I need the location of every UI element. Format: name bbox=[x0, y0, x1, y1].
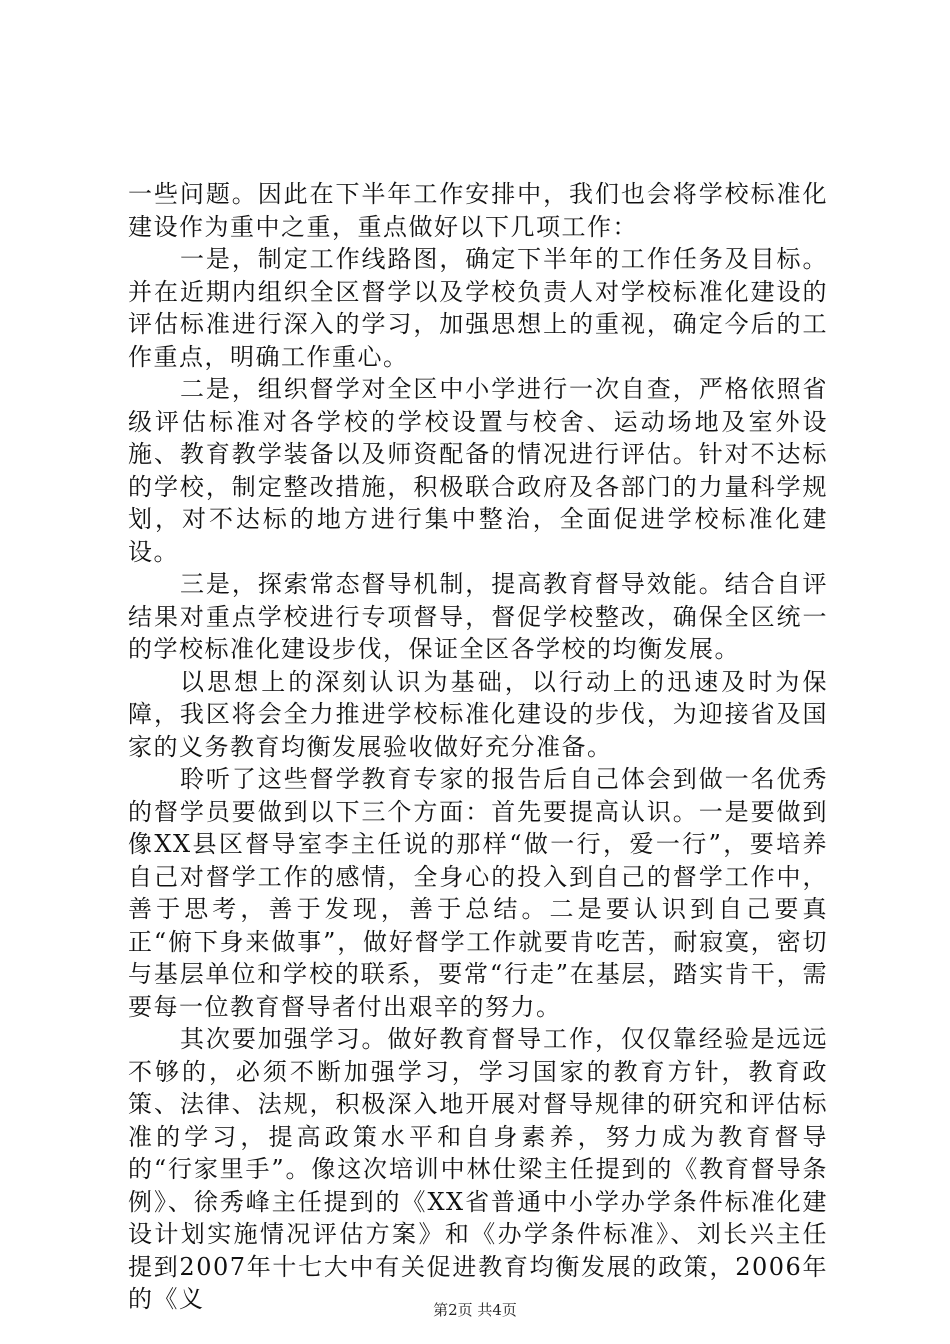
paragraph-1: 一些问题。因此在下半年工作安排中，我们也会将学校标准化建设作为重中之重，重点做好以下几项工作： bbox=[128, 180, 828, 241]
document-body bbox=[128, 178, 828, 1316]
paragraph-5: 以思想上的深刻认识为基础，以行动上的迅速及时为保障，我区将会全力推进学校标准化建设的步伐，为迎接省及国家的义务教育均衡发展验收做好充分准备。 bbox=[128, 667, 828, 761]
paragraph-6: 聆听了这些督学教育专家的报告后自己体会到做一名优秀的督学员要做到以下三个方面：首先要提高认识。一是要做到像XX县区督导室李主任说的那样“做一行，爱一行”，要培养自己对督学工作的感情，全身心的投入到自己的督学工作中，善于思考，善于发现，善于总结。二是要认识到自己要真正“俯下身来做事”，做好督学工作就要肯吃苦，耐寂寞，密切与基层单位和学校的联系，要常“行走”在基层，踏实肯干，需要每一位教育督导者付出艰辛的努力。 bbox=[128, 765, 828, 1021]
paragraph-4: 三是，探索常态督导机制，提高教育督导效能。结合自评结果对重点学校进行专项督导，督促学校整改，确保全区统一的学校标准化建设步伐，保证全区各学校的均衡发展。 bbox=[128, 570, 828, 663]
paragraph-3: 二是，组织督学对全区中小学进行一次自查，严格依照省级评估标准对各学校的学校设置与校舍、运动场地及室外设施、教育教学装备以及师资配备的情况进行评估。针对不达标的学校，制定整改措施，积极联合政府及各部门的力量科学规划，对不达标的地方进行集中整治，全面促进学校标准化建设。 bbox=[128, 375, 828, 566]
paragraph-2: 一是，制定工作线路图，确定下半年的工作任务及目标。并在近期内组织全区督学以及学校负责人对学校标准化建设的评估标准进行深入的学习，加强思想上的重视，确定今后的工作重点，明确工作重心。 bbox=[128, 245, 828, 371]
page-footer bbox=[0, 1300, 950, 1320]
page-number-label: 第2页 共4页 bbox=[433, 1301, 517, 1319]
paragraph-7: 其次要加强学习。做好教育督导工作，仅仅靠经验是远远不够的，必须不断加强学习，学习国家的教育方针，教育政策、法律、法规，积极深入地开展对督导规律的研究和评估标准的学习，提高政策水平和自身素养，努力成为教育督导的“行家里手”。像这次培训中林仕梁主任提到的《教育督导条例》、徐秀峰主任提到的《XX省普通中小学办学条件标准化建设计划实施情况评估方案》和《办学条件标准》、刘长兴主任提到2007年十七大中有关促进教育均衡发展的政策，2006年的《义 bbox=[128, 1025, 828, 1313]
